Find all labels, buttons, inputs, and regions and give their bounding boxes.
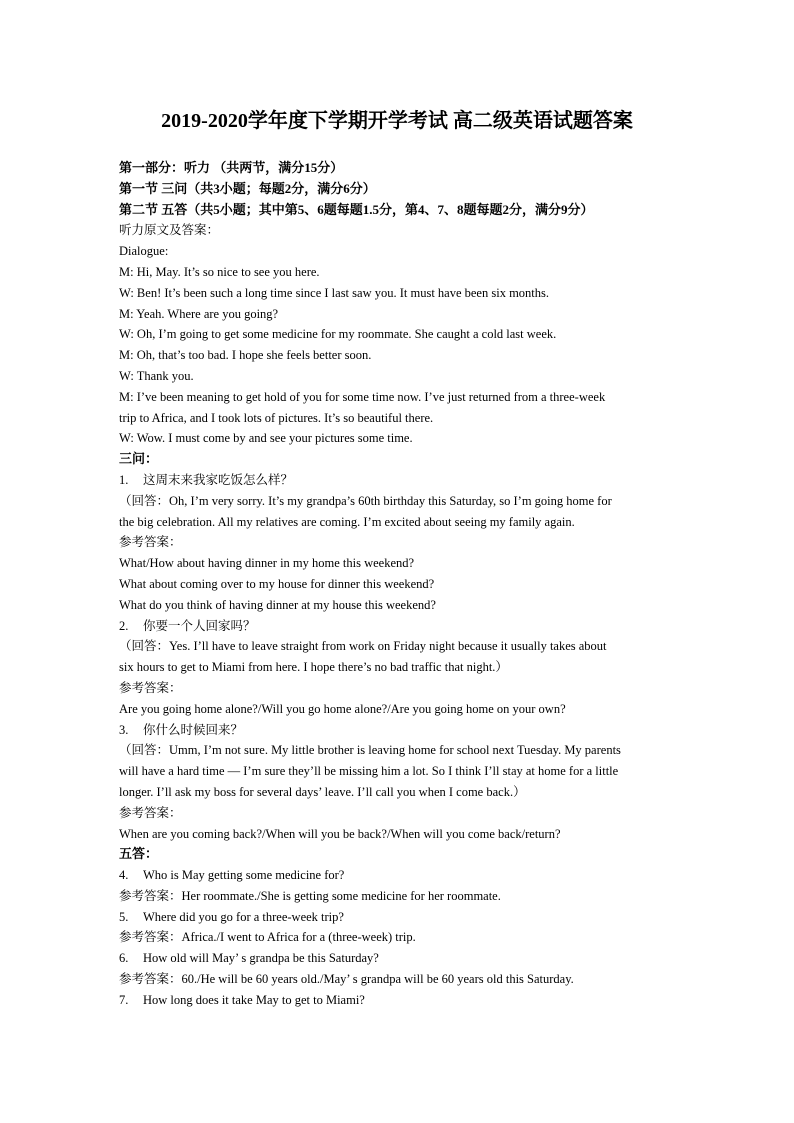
question-text: How old will May’ s grandpa be this Saturday?: [143, 951, 379, 966]
question-item: [119, 990, 687, 1011]
section-heading: 三问：: [119, 451, 159, 467]
section-heading: 第一节 三问（共3小题；每题2分，满分6分）: [119, 180, 376, 196]
section-heading: 第一部分：听力 （共两节，满分15分）: [119, 160, 344, 175]
text-line: W: Oh, I’m going to get some medicine for my roommate. She caught a cold last week.: [119, 327, 557, 342]
text-line: （回答：Umm, I’m not sure. My little brother is leaving home for school next Tuesday. My parents: [119, 743, 621, 758]
text-line: 参考答案：: [119, 805, 182, 820]
question-text: 你要一个人回家吗？: [143, 618, 256, 633]
text-line: longer. I’ll ask my boss for several days’ leave. I’ll call you when I come back.）: [119, 784, 526, 799]
question-item: [119, 470, 687, 491]
text-line: 参考答案：Africa./I went to Africa for a (three-week) trip.: [119, 930, 416, 945]
text-line: W: Ben! It’s been such a long time since I last saw you. It must have been six months.: [119, 285, 550, 300]
text-line: trip to Africa, and I took lots of pictures. It’s so beautiful there.: [119, 410, 434, 425]
text-line: six hours to get to Miami from here. I hope there’s no bad traffic that night.）: [119, 660, 508, 675]
text-line: 参考答案：: [119, 680, 182, 695]
question-number: 5.: [119, 909, 129, 924]
text-line: Are you going home alone?/Will you go home alone?/Are you going home on your own?: [119, 701, 566, 716]
text-line: M: Hi, May. It’s so nice to see you here.: [119, 264, 320, 279]
text-line: M: Oh, that’s too bad. I hope she feels better soon.: [119, 348, 372, 363]
text-line: will have a hard time — I’m sure they’ll be missing him a lot. So I think I’ll stay at home for a little: [119, 764, 619, 779]
text-line: （回答：Oh, I’m very sorry. It’s my grandpa’s 60th birthday this Saturday, so I’m going home for: [119, 493, 612, 508]
section-heading: 第二节 五答（共5小题；其中第5、6题每题1.5分，第4、7、8题每题2分，满分9分）: [119, 201, 594, 217]
text-line: （回答：Yes. I’ll have to leave straight from work on Friday night because it usually takes about: [119, 639, 607, 654]
question-item: [119, 907, 687, 928]
text-line: 参考答案：Her roommate./She is getting some medicine for her roommate.: [119, 888, 501, 903]
text-line: When are you coming back?/When will you be back?/When will you come back/return?: [119, 826, 561, 841]
text-line: What do you think of having dinner at my house this weekend?: [119, 597, 436, 612]
text-line: M: I’ve been meaning to get hold of you for some time now. I’ve just returned from a three-week: [119, 389, 606, 404]
question-item: [119, 720, 687, 741]
document-body: [119, 158, 687, 1011]
question-text: Where did you go for a three-week trip?: [143, 909, 344, 924]
question-item: [119, 865, 687, 886]
question-item: [119, 948, 687, 969]
text-line: What/How about having dinner in my home this weekend?: [119, 556, 415, 571]
text-line: M: Yeah. Where are you going?: [119, 306, 279, 321]
text-line: 参考答案：: [119, 535, 182, 550]
text-line: 参考答案：60./He will be 60 years old./May’ s grandpa will be 60 years old this Saturday.: [119, 972, 574, 987]
question-number: 7.: [119, 992, 129, 1007]
question-text: 这周末来我家吃饭怎么样？: [143, 472, 294, 487]
text-line: the big celebration. All my relatives are coming. I’m excited about seeing my family again.: [119, 514, 575, 529]
question-number: 2.: [119, 618, 129, 633]
text-line: W: Thank you.: [119, 368, 194, 383]
section-heading: 五答：: [119, 846, 159, 862]
question-item: [119, 616, 687, 637]
question-text: 你什么时候回来？: [143, 722, 244, 737]
text-line: 听力原文及答案：: [119, 223, 220, 238]
question-number: 3.: [119, 722, 129, 737]
text-line: W: Wow. I must come by and see your pictures some time.: [119, 431, 413, 446]
text-line: Dialogue:: [119, 244, 169, 259]
question-number: 1.: [119, 472, 129, 487]
question-text: How long does it take May to get to Miami?: [143, 992, 365, 1007]
question-number: 4.: [119, 868, 129, 883]
question-number: 6.: [119, 951, 129, 966]
text-line: What about coming over to my house for dinner this weekend?: [119, 576, 435, 591]
document-title: 2019-2020学年度下学期开学考试 高二级英语试题答案: [161, 110, 633, 132]
question-text: Who is May getting some medicine for?: [143, 868, 345, 883]
